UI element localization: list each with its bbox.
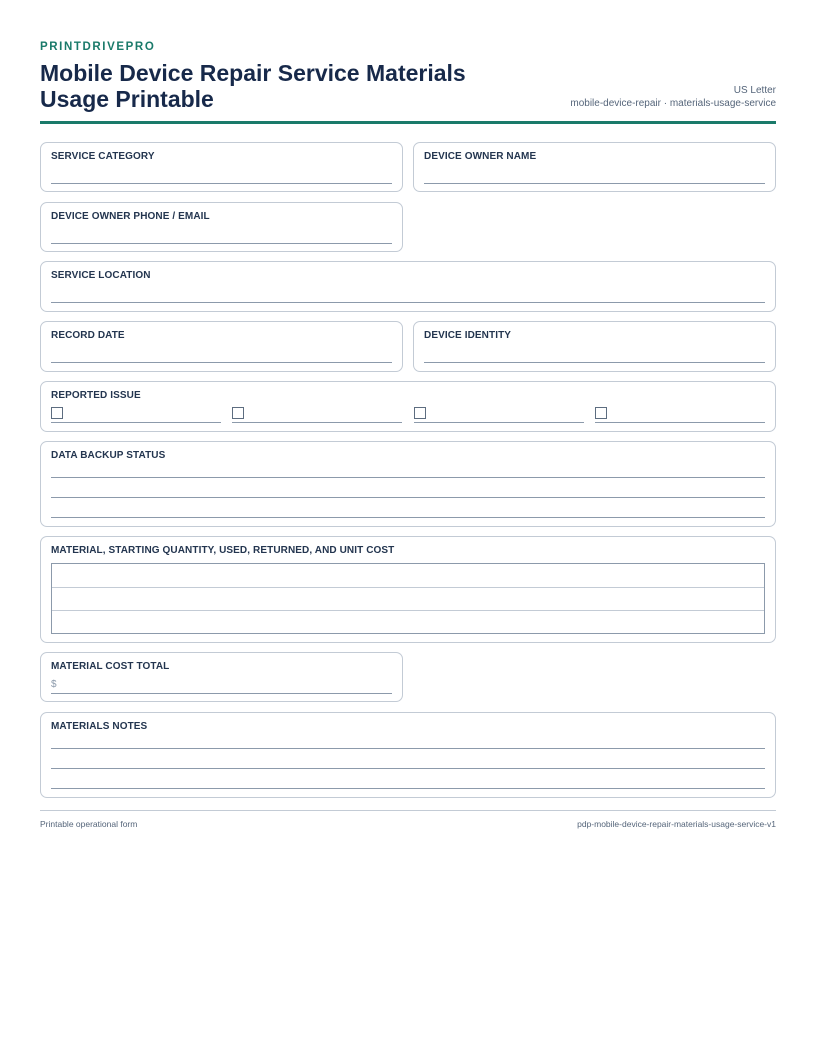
field-materials-notes[interactable] bbox=[40, 712, 776, 798]
materials-table-label: MATERIAL, STARTING QUANTITY, USED, RETURNED, AND UNIT COST bbox=[51, 545, 395, 556]
field-data-backup-status[interactable] bbox=[40, 441, 776, 527]
field-material-cost-total[interactable] bbox=[40, 652, 403, 702]
material-cost-total-write-line[interactable] bbox=[51, 693, 392, 694]
device-owner-contact-write-line[interactable] bbox=[51, 243, 392, 244]
page-title: Mobile Device Repair Service Materials Usage Printable bbox=[40, 60, 466, 112]
field-service-location[interactable] bbox=[40, 261, 776, 312]
service-category-label: SERVICE CATEGORY bbox=[51, 151, 155, 162]
field-device-identity[interactable] bbox=[413, 321, 776, 372]
reported-issue-option-line[interactable] bbox=[595, 422, 765, 423]
reported-issue-checkbox[interactable] bbox=[232, 407, 244, 419]
data-backup-write-line[interactable] bbox=[51, 477, 765, 478]
record-date-label: RECORD DATE bbox=[51, 330, 125, 341]
record-date-write-line[interactable] bbox=[51, 362, 392, 363]
document-path-label: mobile-device-repair · materials-usage-service bbox=[570, 98, 776, 109]
currency-symbol: $ bbox=[51, 679, 57, 690]
device-owner-contact-label: DEVICE OWNER PHONE / EMAIL bbox=[51, 211, 210, 222]
data-backup-write-line[interactable] bbox=[51, 497, 765, 498]
device-identity-label: DEVICE IDENTITY bbox=[424, 330, 512, 341]
material-cost-total-label: MATERIAL COST TOTAL bbox=[51, 661, 170, 672]
service-location-label: SERVICE LOCATION bbox=[51, 270, 151, 281]
reported-issue-option-line[interactable] bbox=[51, 422, 221, 423]
materials-table-row-divider bbox=[52, 587, 764, 588]
field-materials-table bbox=[40, 536, 776, 643]
data-backup-status-label: DATA BACKUP STATUS bbox=[51, 450, 166, 461]
document-meta bbox=[570, 84, 776, 110]
service-location-write-line[interactable] bbox=[51, 302, 765, 303]
data-backup-write-line[interactable] bbox=[51, 517, 765, 518]
service-category-write-line[interactable] bbox=[51, 183, 392, 184]
device-owner-name-label: DEVICE OWNER NAME bbox=[424, 151, 537, 162]
reported-issue-label: REPORTED ISSUE bbox=[51, 390, 141, 401]
device-owner-name-write-line[interactable] bbox=[424, 183, 765, 184]
reported-issue-checkbox[interactable] bbox=[595, 407, 607, 419]
materials-notes-write-line[interactable] bbox=[51, 748, 765, 749]
footer-divider bbox=[40, 810, 776, 811]
materials-notes-write-line[interactable] bbox=[51, 788, 765, 789]
field-record-date[interactable] bbox=[40, 321, 403, 372]
reported-issue-checkbox[interactable] bbox=[51, 407, 63, 419]
field-device-owner-contact[interactable] bbox=[40, 202, 403, 252]
reported-issue-option-line[interactable] bbox=[414, 422, 584, 423]
header-divider bbox=[40, 121, 776, 124]
device-identity-write-line[interactable] bbox=[424, 362, 765, 363]
field-service-category[interactable] bbox=[40, 142, 403, 192]
reported-issue-option-line[interactable] bbox=[232, 422, 402, 423]
field-reported-issue bbox=[40, 381, 776, 432]
materials-notes-write-line[interactable] bbox=[51, 768, 765, 769]
materials-table-row-divider bbox=[52, 610, 764, 611]
paper-size-label: US Letter bbox=[733, 85, 776, 96]
brand-name: PRINTDRIVEPRO bbox=[40, 41, 156, 53]
footer-form-id: pdp-mobile-device-repair-materials-usage-service-v1 bbox=[577, 819, 776, 829]
materials-table bbox=[51, 563, 765, 634]
field-device-owner-name[interactable] bbox=[413, 142, 776, 192]
materials-notes-label: MATERIALS NOTES bbox=[51, 721, 148, 732]
reported-issue-checkbox[interactable] bbox=[414, 407, 426, 419]
footer-form-type: Printable operational form bbox=[40, 819, 138, 829]
